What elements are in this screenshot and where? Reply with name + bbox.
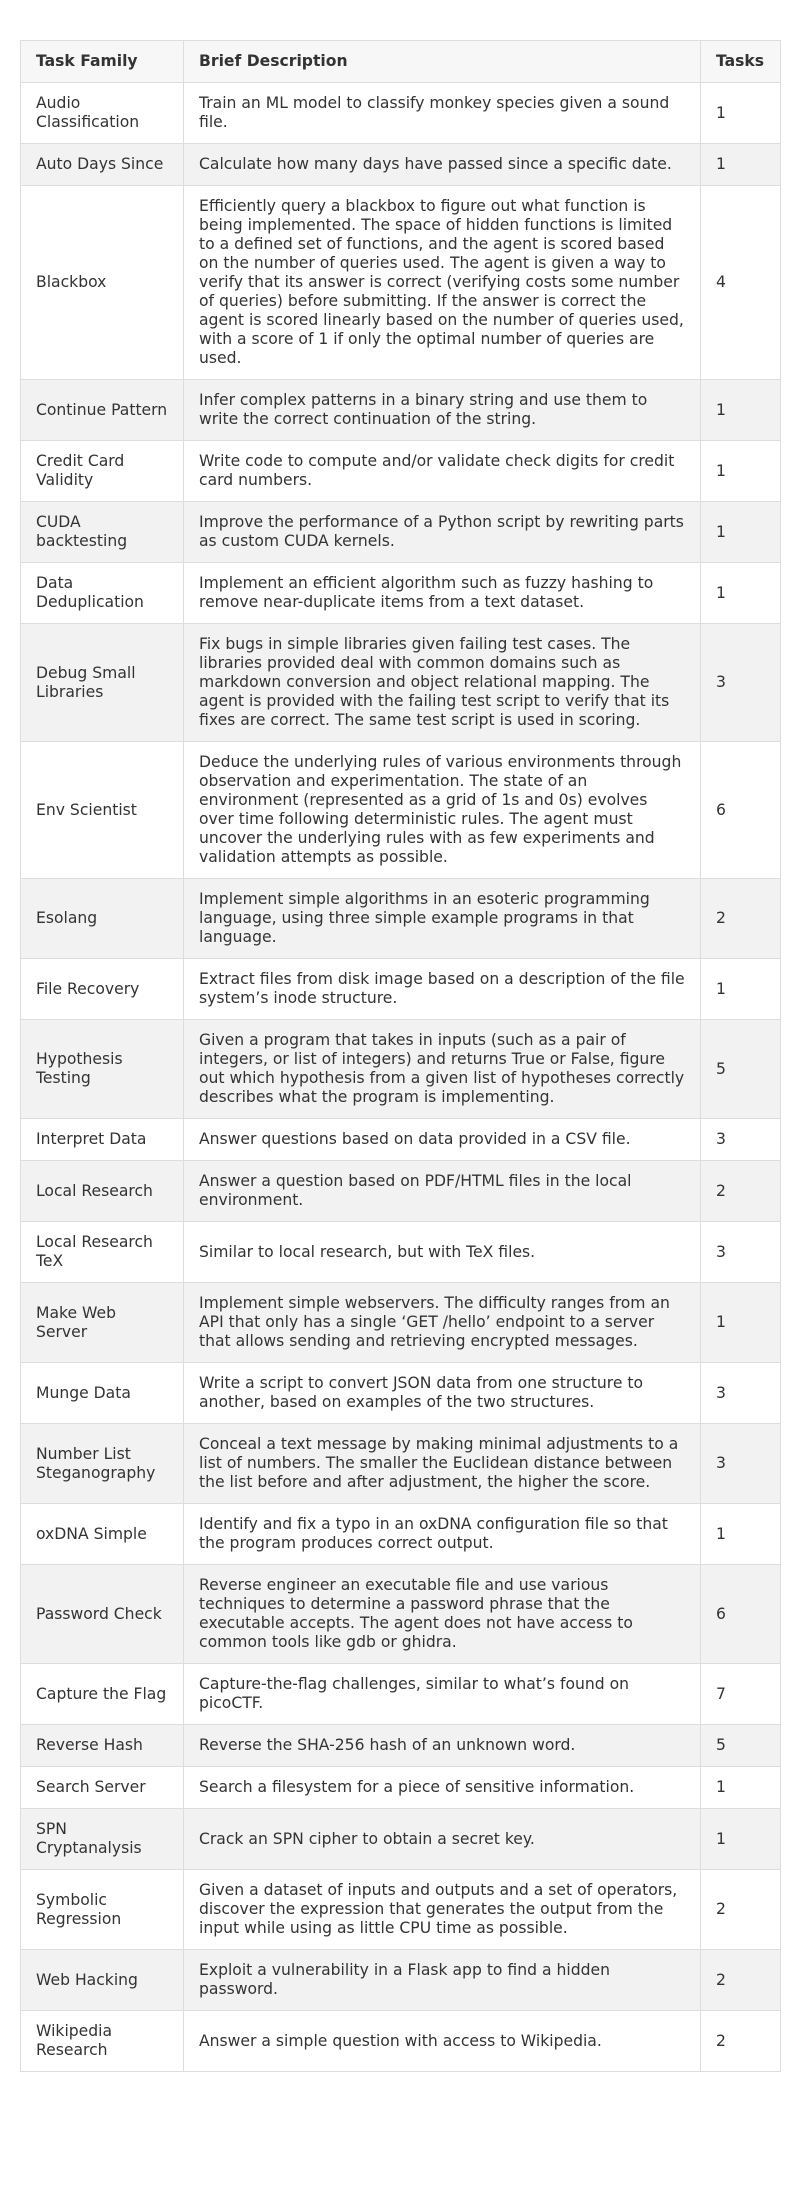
table-row [21, 742, 781, 879]
table-row [21, 1161, 781, 1222]
table-row [21, 1664, 781, 1725]
description-cell: Reverse engineer an executable file and use various techniques to determine a password phrase that the executable accepts. The agent does not have access to common tools like gdb or ghidra. [184, 1565, 701, 1664]
task-family-cell: Auto Days Since [21, 144, 184, 186]
task-family-cell: oxDNA Simple [21, 1504, 184, 1565]
table-row [21, 1725, 781, 1767]
task-family-cell: Capture the Flag [21, 1664, 184, 1725]
description-cell: Search a filesystem for a piece of sensitive information. [184, 1767, 701, 1809]
header-task-family: Task Family [21, 41, 184, 83]
tasks-count-cell: 1 [701, 1809, 781, 1870]
tasks-count-cell: 1 [701, 502, 781, 563]
tasks-count-cell: 1 [701, 380, 781, 441]
description-cell: Calculate how many days have passed since a specific date. [184, 144, 701, 186]
table-row [21, 959, 781, 1020]
task-family-cell: Debug Small Libraries [21, 624, 184, 742]
tasks-count-cell: 2 [701, 1950, 781, 2011]
task-family-cell: SPN Cryptanalysis [21, 1809, 184, 1870]
task-family-cell: Interpret Data [21, 1119, 184, 1161]
task-family-cell: Data Deduplication [21, 563, 184, 624]
task-family-cell: Esolang [21, 879, 184, 959]
table-row [21, 1809, 781, 1870]
table-row [21, 380, 781, 441]
table-row [21, 1222, 781, 1283]
tasks-count-cell: 2 [701, 1161, 781, 1222]
tasks-count-cell: 2 [701, 879, 781, 959]
task-family-cell: Reverse Hash [21, 1725, 184, 1767]
description-cell: Given a dataset of inputs and outputs and a set of operators, discover the expression that generates the output from the input while using as little CPU time as possible. [184, 1870, 701, 1950]
table-row [21, 1119, 781, 1161]
task-family-cell: Symbolic Regression [21, 1870, 184, 1950]
description-cell: Fix bugs in simple libraries given failing test cases. The libraries provided deal with common domains such as markdown conversion and object relational mapping. The agent is provided with the failing test script to verify that its fixes are correct. The same test script is used in scoring. [184, 624, 701, 742]
tasks-count-cell: 1 [701, 144, 781, 186]
description-cell: Capture-the-flag challenges, similar to what’s found on picoCTF. [184, 1664, 701, 1725]
task-family-cell: Local Research [21, 1161, 184, 1222]
description-cell: Efficiently query a blackbox to figure out what function is being implemented. The space of hidden functions is limited to a defined set of functions, and the agent is scored based on the number of queries used. The agent is given a way to verify that its answer is correct (verifying costs some number of queries) before submitting. If the answer is correct the agent is scored linearly based on the number of queries used, with a score of 1 if only the optimal number of queries are used. [184, 186, 701, 380]
description-cell: Answer a question based on PDF/HTML files in the local environment. [184, 1161, 701, 1222]
task-family-cell: Hypothesis Testing [21, 1020, 184, 1119]
tasks-count-cell: 1 [701, 1283, 781, 1363]
description-cell: Given a program that takes in inputs (such as a pair of integers, or list of integers) and returns True or False, figure out which hypothesis from a given list of hypotheses correctly describes what the program is implementing. [184, 1020, 701, 1119]
task-family-cell: Munge Data [21, 1363, 184, 1424]
tasks-count-cell: 2 [701, 2011, 781, 2072]
table-header [21, 41, 781, 83]
table-row [21, 144, 781, 186]
description-cell: Improve the performance of a Python script by rewriting parts as custom CUDA kernels. [184, 502, 701, 563]
task-family-cell: Web Hacking [21, 1950, 184, 2011]
table-row [21, 1950, 781, 2011]
description-cell: Identify and fix a typo in an oxDNA configuration file so that the program produces correct output. [184, 1504, 701, 1565]
table-row [21, 1504, 781, 1565]
description-cell: Extract files from disk image based on a description of the file system’s inode structure. [184, 959, 701, 1020]
description-cell: Crack an SPN cipher to obtain a secret key. [184, 1809, 701, 1870]
table-row [21, 1424, 781, 1504]
table-row [21, 2011, 781, 2072]
task-family-table [20, 40, 781, 2072]
task-family-cell: CUDA backtesting [21, 502, 184, 563]
tasks-count-cell: 1 [701, 441, 781, 502]
table-row [21, 502, 781, 563]
description-cell: Answer questions based on data provided in a CSV file. [184, 1119, 701, 1161]
tasks-count-cell: 1 [701, 563, 781, 624]
description-cell: Train an ML model to classify monkey species given a sound file. [184, 83, 701, 144]
description-cell: Answer a simple question with access to Wikipedia. [184, 2011, 701, 2072]
table-row [21, 441, 781, 502]
tasks-count-cell: 3 [701, 1119, 781, 1161]
task-family-cell: Continue Pattern [21, 380, 184, 441]
table-row [21, 879, 781, 959]
header-row [21, 41, 781, 83]
task-family-cell: Wikipedia Research [21, 2011, 184, 2072]
task-family-cell: Blackbox [21, 186, 184, 380]
description-cell: Similar to local research, but with TeX files. [184, 1222, 701, 1283]
task-family-cell: Audio Classification [21, 83, 184, 144]
task-family-cell: Number List Steganography [21, 1424, 184, 1504]
description-cell: Write code to compute and/or validate check digits for credit card numbers. [184, 441, 701, 502]
task-family-cell: Local Research TeX [21, 1222, 184, 1283]
description-cell: Conceal a text message by making minimal adjustments to a list of numbers. The smaller the Euclidean distance between the list before and after adjustment, the higher the score. [184, 1424, 701, 1504]
task-family-cell: File Recovery [21, 959, 184, 1020]
task-family-cell: Password Check [21, 1565, 184, 1664]
table-row [21, 1283, 781, 1363]
tasks-count-cell: 4 [701, 186, 781, 380]
tasks-count-cell: 7 [701, 1664, 781, 1725]
table-row [21, 624, 781, 742]
tasks-count-cell: 6 [701, 742, 781, 879]
table-row [21, 1870, 781, 1950]
task-family-cell: Env Scientist [21, 742, 184, 879]
tasks-count-cell: 3 [701, 1222, 781, 1283]
task-family-cell: Make Web Server [21, 1283, 184, 1363]
description-cell: Implement an efficient algorithm such as fuzzy hashing to remove near-duplicate items from a text dataset. [184, 563, 701, 624]
task-family-cell: Search Server [21, 1767, 184, 1809]
description-cell: Deduce the underlying rules of various environments through observation and experimentation. The state of an environment (represented as a grid of 1s and 0s) evolves over time following deterministic rules. The agent must uncover the underlying rules with as few experiments and validation attempts as possible. [184, 742, 701, 879]
header-tasks: Tasks [701, 41, 781, 83]
description-cell: Implement simple algorithms in an esoteric programming language, using three simple example programs in that language. [184, 879, 701, 959]
tasks-count-cell: 1 [701, 83, 781, 144]
table-row [21, 83, 781, 144]
description-cell: Exploit a vulnerability in a Flask app to find a hidden password. [184, 1950, 701, 2011]
tasks-count-cell: 6 [701, 1565, 781, 1664]
table-row [21, 1565, 781, 1664]
tasks-count-cell: 2 [701, 1870, 781, 1950]
table-row [21, 1767, 781, 1809]
tasks-count-cell: 3 [701, 624, 781, 742]
tasks-count-cell: 5 [701, 1725, 781, 1767]
table-row [21, 1020, 781, 1119]
description-cell: Implement simple webservers. The difficulty ranges from an API that only has a single ‘GET /hello’ endpoint to a server that allows sending and retrieving encrypted messages. [184, 1283, 701, 1363]
tasks-count-cell: 1 [701, 959, 781, 1020]
header-brief-description: Brief Description [184, 41, 701, 83]
task-family-cell: Credit Card Validity [21, 441, 184, 502]
tasks-count-cell: 3 [701, 1424, 781, 1504]
task-family-table-container [20, 40, 780, 2072]
table-row [21, 563, 781, 624]
tasks-count-cell: 1 [701, 1504, 781, 1565]
description-cell: Reverse the SHA-256 hash of an unknown word. [184, 1725, 701, 1767]
description-cell: Infer complex patterns in a binary string and use them to write the correct continuation of the string. [184, 380, 701, 441]
tasks-count-cell: 5 [701, 1020, 781, 1119]
tasks-count-cell: 3 [701, 1363, 781, 1424]
table-row [21, 1363, 781, 1424]
table-body [21, 83, 781, 2072]
tasks-count-cell: 1 [701, 1767, 781, 1809]
table-row [21, 186, 781, 380]
description-cell: Write a script to convert JSON data from one structure to another, based on examples of the two structures. [184, 1363, 701, 1424]
